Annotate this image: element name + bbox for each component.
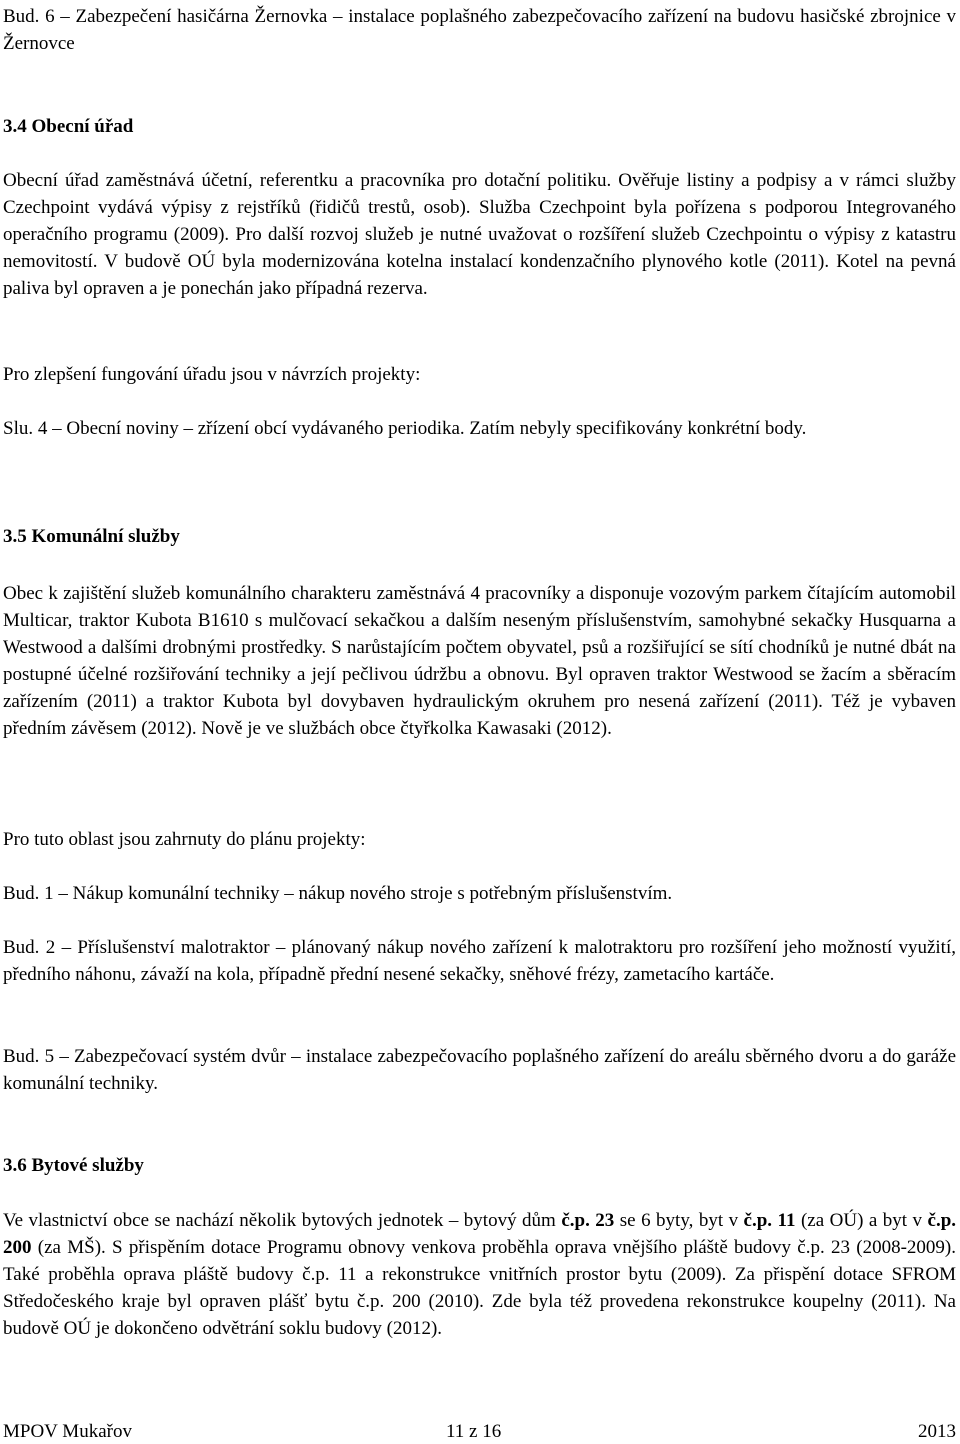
bold-house-number: č.p. 11 (743, 1210, 796, 1231)
footer-year: 2013 (918, 1421, 956, 1442)
bold-house-number: č.p. 200 (3, 1210, 957, 1258)
text-run: (za MŠ). S přispěním dotace Programu obnovy venkova proběhla oprava vnějšího pláště budovy č.p. 23 (2008-2009). Také proběhla oprava pláště budovy č.p. 11 a rekonstrukce vnitřních prostor bytu (2009). Za přispění dotace SFROM Středočeského kraje byl opraven plášť bytu č.p. 200 (2010). Zde byla též provedena rekonstrukce koupelny (2011). Na budově OÚ je dokončeno odvětrání soklu budovy (2012). (3, 1237, 956, 1339)
section-3-5-project-bud-1: Bud. 1 – Nákup komunální techniky – nákup nového stroje s potřebným příslušenstvím. (3, 883, 673, 904)
section-3-4-paragraph: Obecní úřad zaměstnává účetní, referentku a pracovníka pro dotační politiku. Ověřuje listiny a podpisy a v rámci služby Czechpoint vydává výpisy z rejstříků (řidičů trestů, osob). Služba Czechpoint byla pořízena s podporou Integrovaného operačního programu (2009). Pro další rozvoj služeb je nutné uvažovat o rozšíření služeb Czechpointu o výpisy z katastru nemovitostí. V budově OÚ byla modernizována kotelna instalací kondenzačního plynového kotle (2011). Kotel na pevná paliva byl opraven a je ponechán jako případná rezerva. (3, 170, 956, 299)
section-heading-3-4: 3.4 Obecní úřad (3, 116, 134, 137)
bold-house-number: č.p. 23 (561, 1210, 615, 1231)
footer-page-number: 11 z 16 (446, 1421, 502, 1442)
section-3-4-project-slu-4: Slu. 4 – Obecní noviny – zřízení obcí vydávaného periodika. Zatím nebyly specifikovány konkrétní body. (3, 418, 807, 439)
text-run: (za OÚ) a byt v (795, 1210, 928, 1231)
section-3-5-project-bud-5: Bud. 5 – Zabezpečovací systém dvůr – instalace zabezpečovacího poplašného zařízení do areálu sběrného dvoru a do garáže komunální techniky. (3, 1046, 956, 1094)
text-run: se 6 byty, byt v (614, 1210, 744, 1231)
section-3-5-paragraph: Obec k zajištění služeb komunálního charakteru zaměstnává 4 pracovníky a disponuje vozovým parkem čítajícím automobil Multicar, traktor Kubota B1610 s mulčovací sekačkou a dalším neseným příslušenstvím, samohybné sekačky Husquarna a Westwood a dalšími drobnými prostředky. S narůstajícím počtem obyvatel, psů a rozšiřující se sítí chodníků je nutné dbát na postupné účelné rozšiřování techniky a její pečlivou údržbu a obnovu. Byl opraven traktor Westwood se žacím a sběracím zařízením (2011) a traktor Kubota byl dovybaven hydraulickým okruhem pro nesená zařízení (2011). Též je vybaven předním závěsem (2012). Nově je ve službách obce čtyřkolka Kawasaki (2012). (3, 583, 956, 739)
page-footer (3, 1420, 956, 1444)
section-3-5-projects-intro: Pro tuto oblast jsou zahrnuty do plánu projekty: (3, 829, 366, 850)
section-3-4-projects-intro: Pro zlepšení fungování úřadu jsou v návrzích projekty: (3, 364, 421, 385)
section-3-5-project-bud-2: Bud. 2 – Příslušenství malotraktor – plánovaný nákup nového zařízení k malotraktoru pro rozšíření jeho možností využití, předního náhonu, závaží na kola, případně přední nesené sekačky, sněhové frézy, zametacího kartáče. (3, 937, 956, 985)
header-project-line: Bud. 6 – Zabezpečení hasičárna Žernovka – instalace poplašného zabezpečovacího zařízení na budovu hasičské zbrojnice v Žernovce (3, 6, 956, 54)
section-3-6-paragraph (3, 1207, 956, 1342)
section-heading-3-5: 3.5 Komunální služby (3, 526, 180, 547)
footer-document-name: MPOV Mukařov (3, 1421, 132, 1442)
text-run: Ve vlastnictví obce se nachází několik bytových jednotek – bytový dům (3, 1210, 562, 1231)
section-heading-3-6: 3.6 Bytové služby (3, 1155, 144, 1176)
